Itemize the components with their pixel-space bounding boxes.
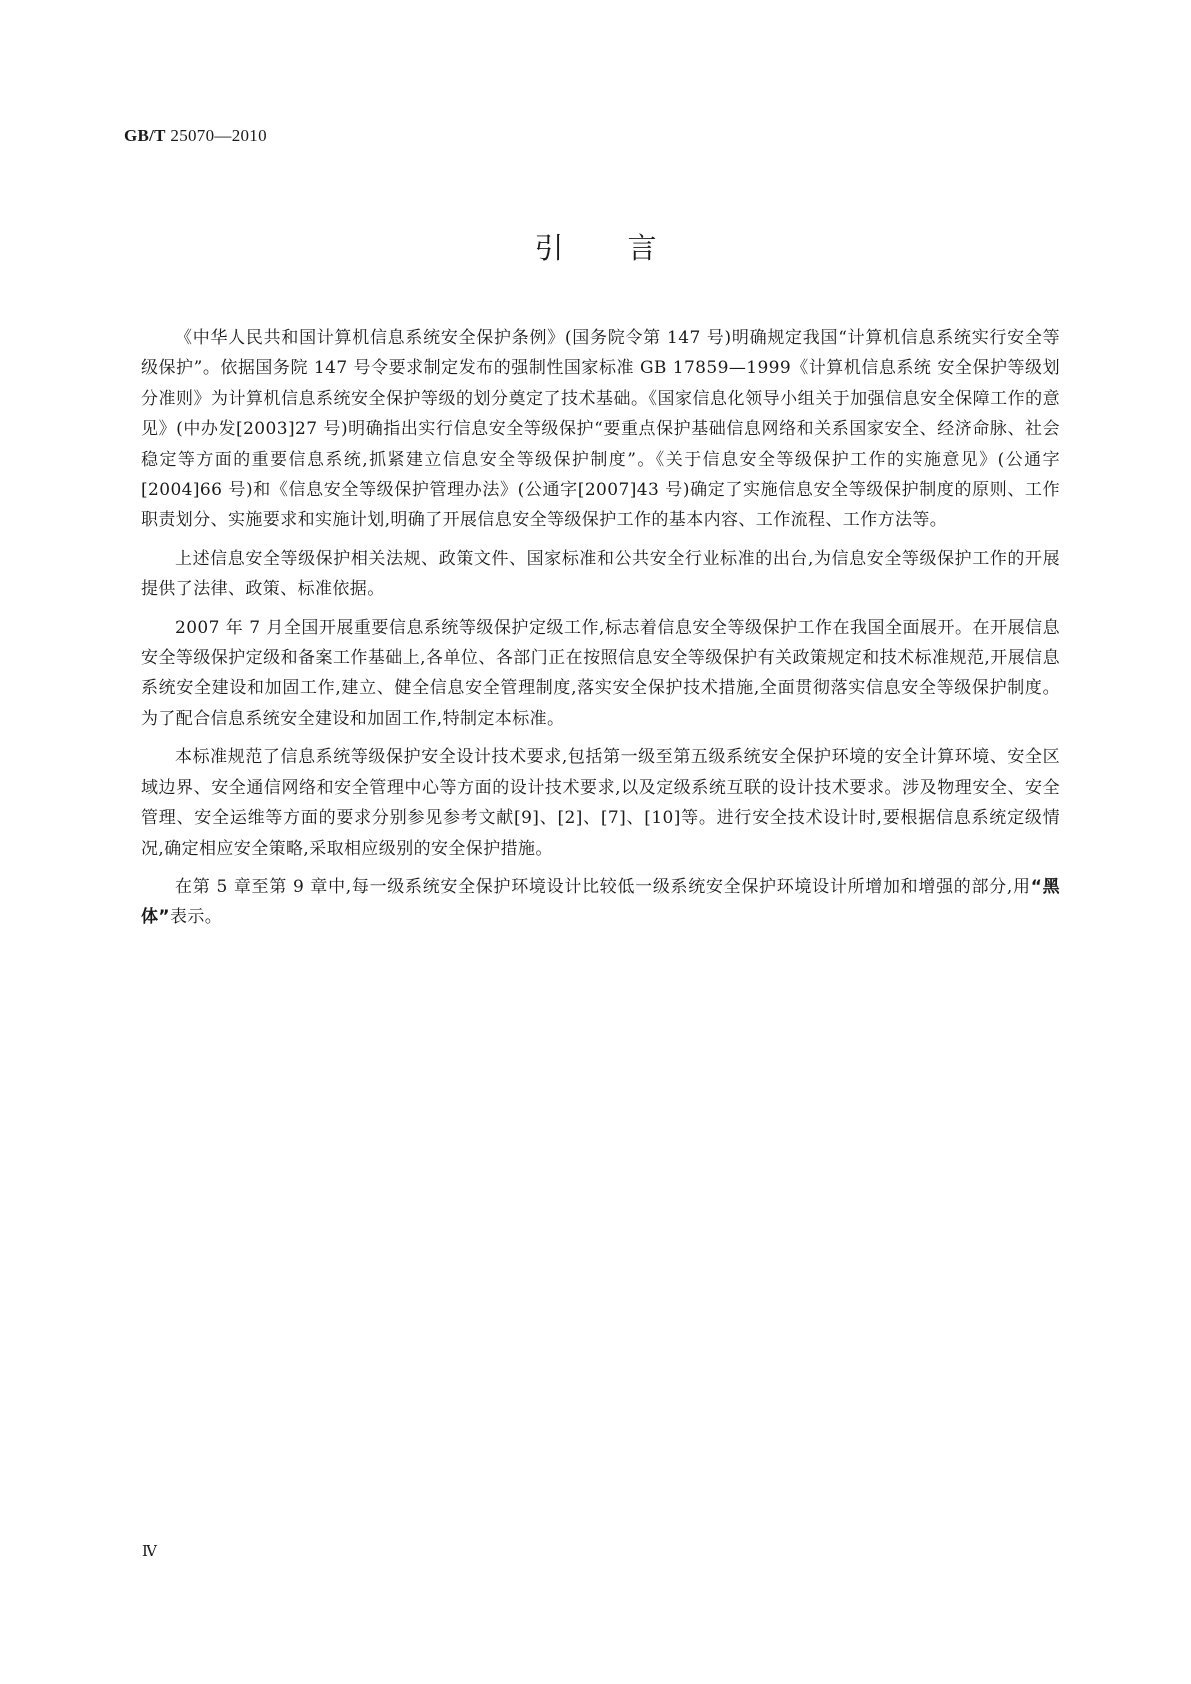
page-title: 引言 [534,231,721,265]
paragraph-1: 《中华人民共和国计算机信息系统安全保护条例》(国务院令第 147 号)明确规定我国“计算机信息系统实行安全等级保护”。依据国务院 147 号令要求制定发布的强制性国家标准 GB 17859—1999《计算机信息系统 安全保护等级划分准则》为计算机信息系统安全保护等级的划分奠定了技术基础。《国家信息化领导小组关于加强信息安全保障工作的意见》(中办发[2003]27 号)明确指出实行信息安全等级保护“要重点保护基础信息网络和关系国家安全、经济命脉、社会稳定等方面的重要信息系统,抓紧建立信息安全等级保护制度”。《关于信息安全等级保护工作的实施意见》(公通字[2004]66 号)和《信息安全等级保护管理办法》(公通字[2007]43 号)确定了实施信息安全等级保护制度的原则、工作职责划分、实施要求和实施计划,明确了开展信息安全等级保护工作的基本内容、工作流程、工作方法等。 [141,328,1060,531]
document-body [141,323,1060,941]
page-number: Ⅳ [142,1544,157,1560]
paragraph-5-text-before: 在第 5 章至第 9 章中,每一级系统安全保护环境设计比较低一级系统安全保护环境设计所增加和增强的部分,用 [175,876,1031,897]
paragraph-5 [141,872,1060,933]
bold-emphasis: “黑体” [141,876,1060,928]
standard-number: 25070—2010 [170,126,267,145]
standard-prefix: GB/T [124,126,166,145]
paragraph-3: 2007 年 7 月全国开展重要信息系统等级保护定级工作,标志着信息安全等级保护工作在我国全面展开。在开展信息安全等级保护定级和备案工作基础上,各单位、各部门正在按照信息安全等级保护有关政策规定和技术标准规范,开展信息系统安全建设和加固工作,建立、健全信息安全管理制度,落实安全保护技术措施,全面贯彻落实信息安全等级保护制度。为了配合信息系统安全建设和加固工作,特制定本标准。 [141,617,1060,729]
paragraph-5-text-after: 表示。 [169,907,223,928]
paragraph-2: 上述信息安全等级保护相关法规、政策文件、国家标准和公共安全行业标准的出台,为信息安全等级保护工作的开展提供了法律、政策、标准依据。 [141,548,1060,600]
paragraph-4: 本标准规范了信息系统等级保护安全设计技术要求,包括第一级至第五级系统安全保护环境的安全计算环境、安全区域边界、安全通信网络和安全管理中心等方面的设计技术要求,以及定级系统互联的设计技术要求。涉及物理安全、安全管理、安全运维等方面的要求分别参见参考文献[9]、[2]、[7]、[10]等。进行安全技术设计时,要根据信息系统定级情况,确定相应安全策略,采取相应级别的安全保护措施。 [141,747,1060,859]
standard-code [124,126,267,146]
